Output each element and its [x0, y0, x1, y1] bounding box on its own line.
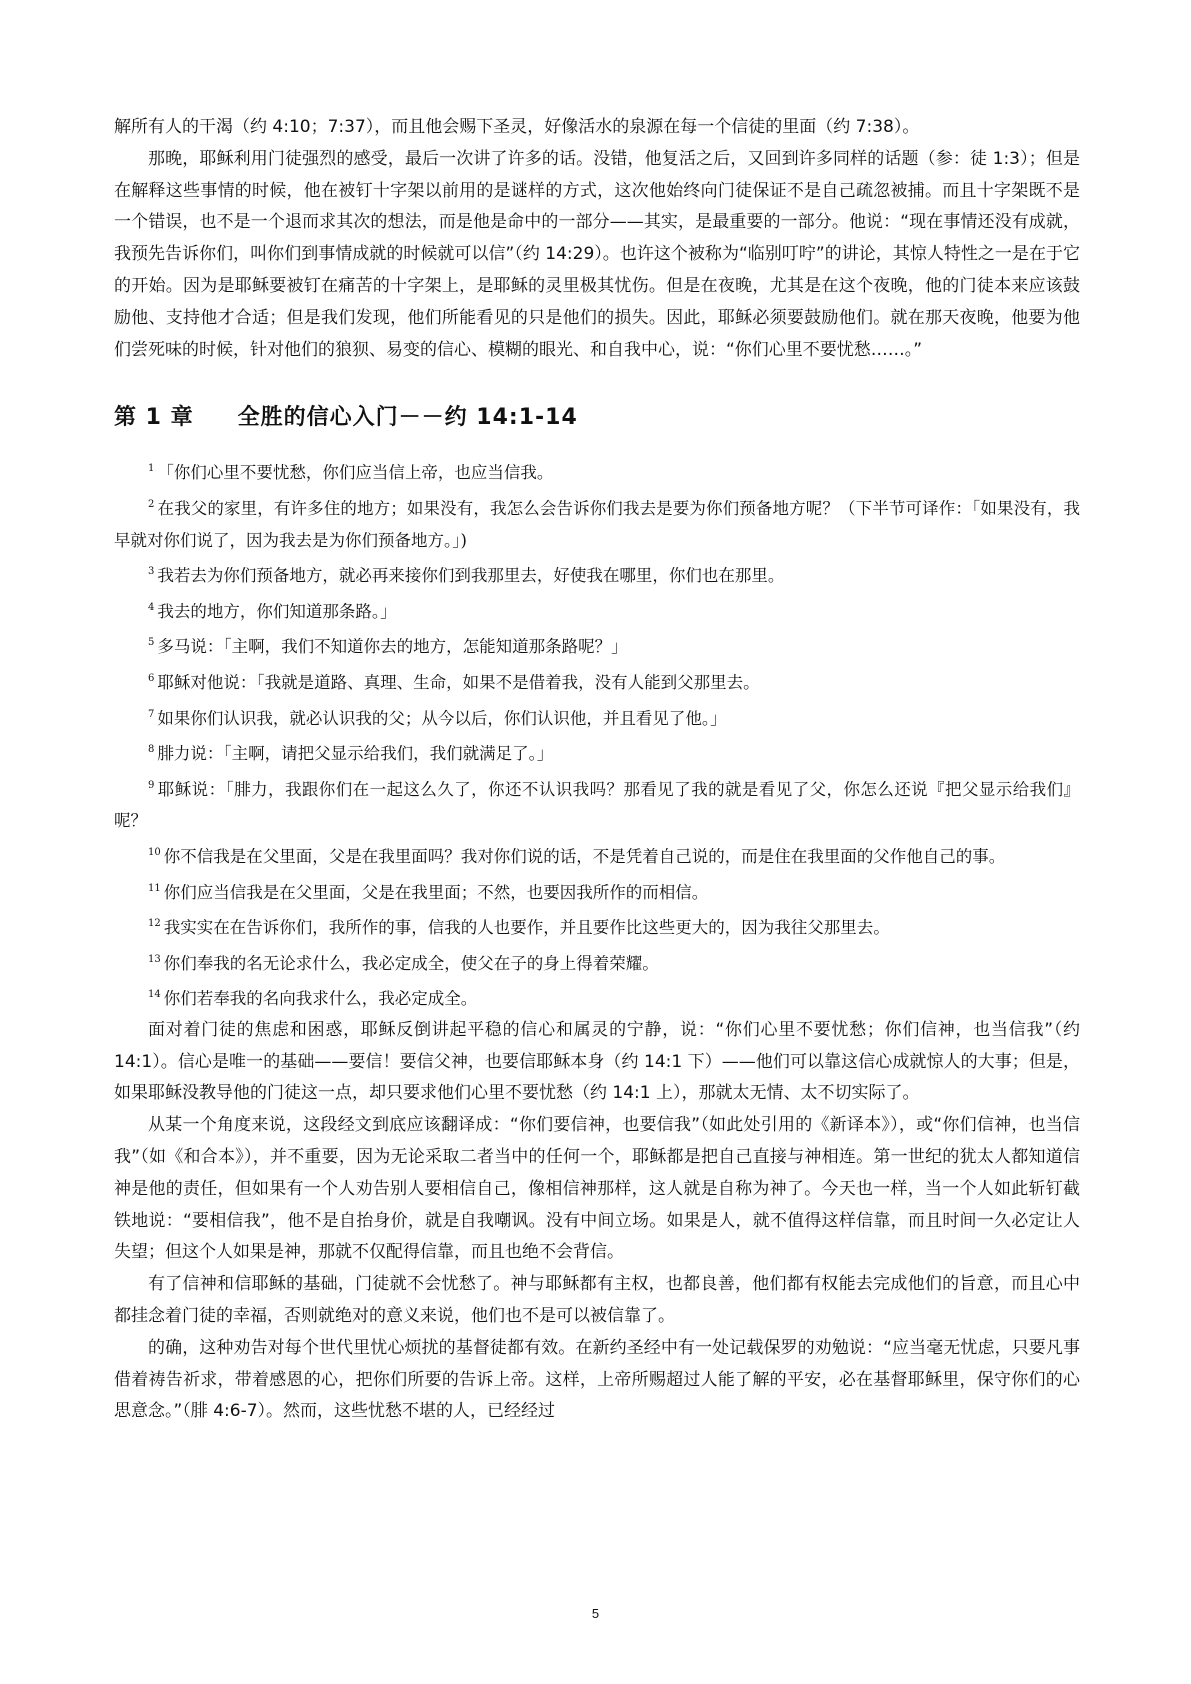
verse-text: 耶稣说：「腓力，我跟你们在一起这么久了，你还不认识我吗？那看见了我的就是看见了父，你怎么还说『把父显示给我们』呢？: [114, 779, 1080, 831]
verse-text: 「你们心里不要忧愁，你们应当信上帝，也应当信我。: [157, 463, 554, 483]
verse-text: 如果你们认识我，就必认识我的父；从今以后，你们认识他，并且看见了他。」: [157, 708, 727, 728]
verse-text: 你们奉我的名无论求什么，我必定成全，使父在子的身上得着荣耀。: [163, 953, 659, 973]
verse-text: 你们应当信我是在父里面，父是在我里面；不然，也要因我所作的而相信。: [163, 882, 709, 902]
verse: [114, 663, 1080, 699]
page-number: 5: [591, 1606, 600, 1621]
verse-number: 5: [148, 637, 155, 649]
verse-number: 12: [148, 918, 161, 930]
verse-text: 在我父的家里，有许多住的地方；如果没有，我怎么会告诉你们我去是要为你们预备地方呢？（下半节可译作：「如果没有，我早就对你们说了，因为我去是为你们预备地方。」): [114, 498, 1080, 550]
body-paragraph-2: 从某一个角度来说，这段经文到底应该翻译成：“你们要信神，也要信我”（如此处引用的《新译本》），或“你们信神，也当信我”（如《和合本》），并不重要，因为无论采取二者当中的任何一个，耶稣都是把自己直接与神相连。第一世纪的犹太人都知道信神是他的责任，但如果有一个人劝告别人要相信自己，像相信神那样，这人就是自称为神了。今天也一样，当一个人如此斩钉截铁地说：“要相信我”，他不是自抬身价，就是自我嘲讽。没有中间立场。如果是人，就不值得这样信靠，而且时间一久必定让人失望；但这个人如果是神，那就不仅配得信靠，而且也绝不会背信。: [114, 1115, 1080, 1263]
chapter-number: 第 1 章: [114, 405, 194, 431]
verse-number: 10: [148, 846, 161, 858]
verse-text: 腓力说：「主啊，请把父显示给我们，我们就满足了。」: [157, 744, 554, 764]
verse-text: 多马说：「主啊，我们不知道你去的地方，怎能知道那条路呢？」: [157, 637, 628, 657]
verse: [114, 944, 1080, 980]
verse: [114, 489, 1080, 556]
chapter-title: 全胜的信心入门－－约 14:1-14: [237, 405, 578, 431]
verse: [114, 592, 1080, 628]
body-paragraph-3: 有了信神和信耶稣的基础，门徒就不会忧愁了。神与耶稣都有主权，也都良善，他们都有权能去完成他们的旨意，而且心中都挂念着门徒的幸福，否则就绝对的意义来说，他们也不是可以被信靠了。: [114, 1274, 1080, 1327]
intro-paragraph-1: 解所有人的干渴（约 4:10；7:37），而且他会赐下圣灵，好像活水的泉源在每一个信徒的里面（约 7:38）。: [114, 117, 920, 137]
verse-number: 1: [148, 463, 155, 475]
verse-text: 我去的地方，你们知道那条路。」: [157, 601, 397, 621]
verse-text: 我若去为你们预备地方，就必再来接你们到我那里去，好使我在哪里，你们也在那里。: [157, 566, 785, 586]
verse-number: 9: [148, 779, 155, 791]
body-paragraph-4: 的确，这种劝告对每个世代里忧心烦扰的基督徒都有效。在新约圣经中有一处记载保罗的劝勉说：“应当毫无忧虑，只要凡事借着祷告祈求，带着感恩的心，把你们所要的告诉上帝。这样，上帝所赐超过人能了解的平安，必在基督耶稣里，保守你们的心思意念。”（腓 4:6-7）。然而，这些忧愁不堪的人，已经经过: [114, 1337, 1080, 1422]
body-paragraph-1: 面对着门徒的焦虑和困惑，耶稣反倒讲起平稳的信心和属灵的宁静，说：“你们心里不要忧愁；你们信神，也当信我”（约 14:1）。信心是唯一的基础——要信！要信父神，也要信耶稣本身（约 14:1 下）——他们可以靠这信心成就惊人的大事；但是，如果耶稣没教导他的门徒这一点，却只要求他们心里不要忧愁（约 14:1 上），那就太无情、太不切实际了。: [114, 1019, 1080, 1104]
verse-number: 3: [148, 566, 155, 578]
chapter-heading: [114, 400, 1080, 431]
verse-text: 你不信我是在父里面，父是在我里面吗？我对你们说的话，不是凭着自己说的，而是住在我里面的父作他自己的事。: [163, 846, 1006, 866]
verse: [114, 699, 1080, 735]
verse-text: 耶稣对他说：「我就是道路、真理、生命，如果不是借着我，没有人能到父那里去。: [157, 672, 760, 692]
verse-text: 你们若奉我的名向我求什么，我必定成全。: [163, 989, 478, 1009]
verse-number: 2: [148, 498, 155, 510]
verse: [114, 453, 1080, 489]
intro-paragraph-2: 那晚，耶稣利用门徒强烈的感受，最后一次讲了许多的话。没错，他复活之后，又回到许多同样的话题（参：徒 1:3）；但是在解释这些事情的时候，他在被钉十字架以前用的是谜样的方式，这次他始终向门徒保证不是自己疏忽被捕。而且十字架既不是一个错误，也不是一个退而求其次的想法，而是他是命中的一部分——其实，是最重要的一部分。他说：“现在事情还没有成就，我预先告诉你们，叫你们到事情成就的时候就可以信”（约 14:29）。也许这个被称为“临别叮咛”的讲论，其惊人特性之一是在于它的开始。因为是耶稣要被钉在痛苦的十字架上，是耶稣的灵里极其忧伤。但是在夜晚，尤其是在这个夜晚，他的门徒本来应该鼓励他、支持他才合适；但是我们发现，他们所能看见的只是他们的损失。因此，耶稣必须要鼓励他们。就在那天夜晚，他要为他们尝死味的时候，针对他们的狼狈、易变的信心、模糊的眼光、和自我中心，说：“你们心里不要忧愁……。”: [114, 148, 1080, 360]
verse-number: 13: [148, 953, 161, 965]
verse-text: 我实实在在告诉你们，我所作的事，信我的人也要作，并且要作比这些更大的，因为我往父那里去。: [163, 918, 890, 938]
verse-number: 14: [148, 989, 161, 1001]
verse-number: 8: [148, 744, 155, 756]
verse: [114, 837, 1080, 873]
verse: [114, 873, 1080, 909]
verse-number: 6: [148, 672, 155, 684]
verse-number: 11: [148, 882, 161, 894]
verse-number: 4: [148, 601, 155, 613]
verse-number: 7: [148, 708, 155, 720]
verse: [114, 979, 1080, 1015]
page-content: [114, 112, 1080, 1428]
scripture-passage: [114, 453, 1080, 1015]
verse: [114, 556, 1080, 592]
verse: [114, 770, 1080, 837]
verse: [114, 908, 1080, 944]
verse: [114, 734, 1080, 770]
verse: [114, 627, 1080, 663]
